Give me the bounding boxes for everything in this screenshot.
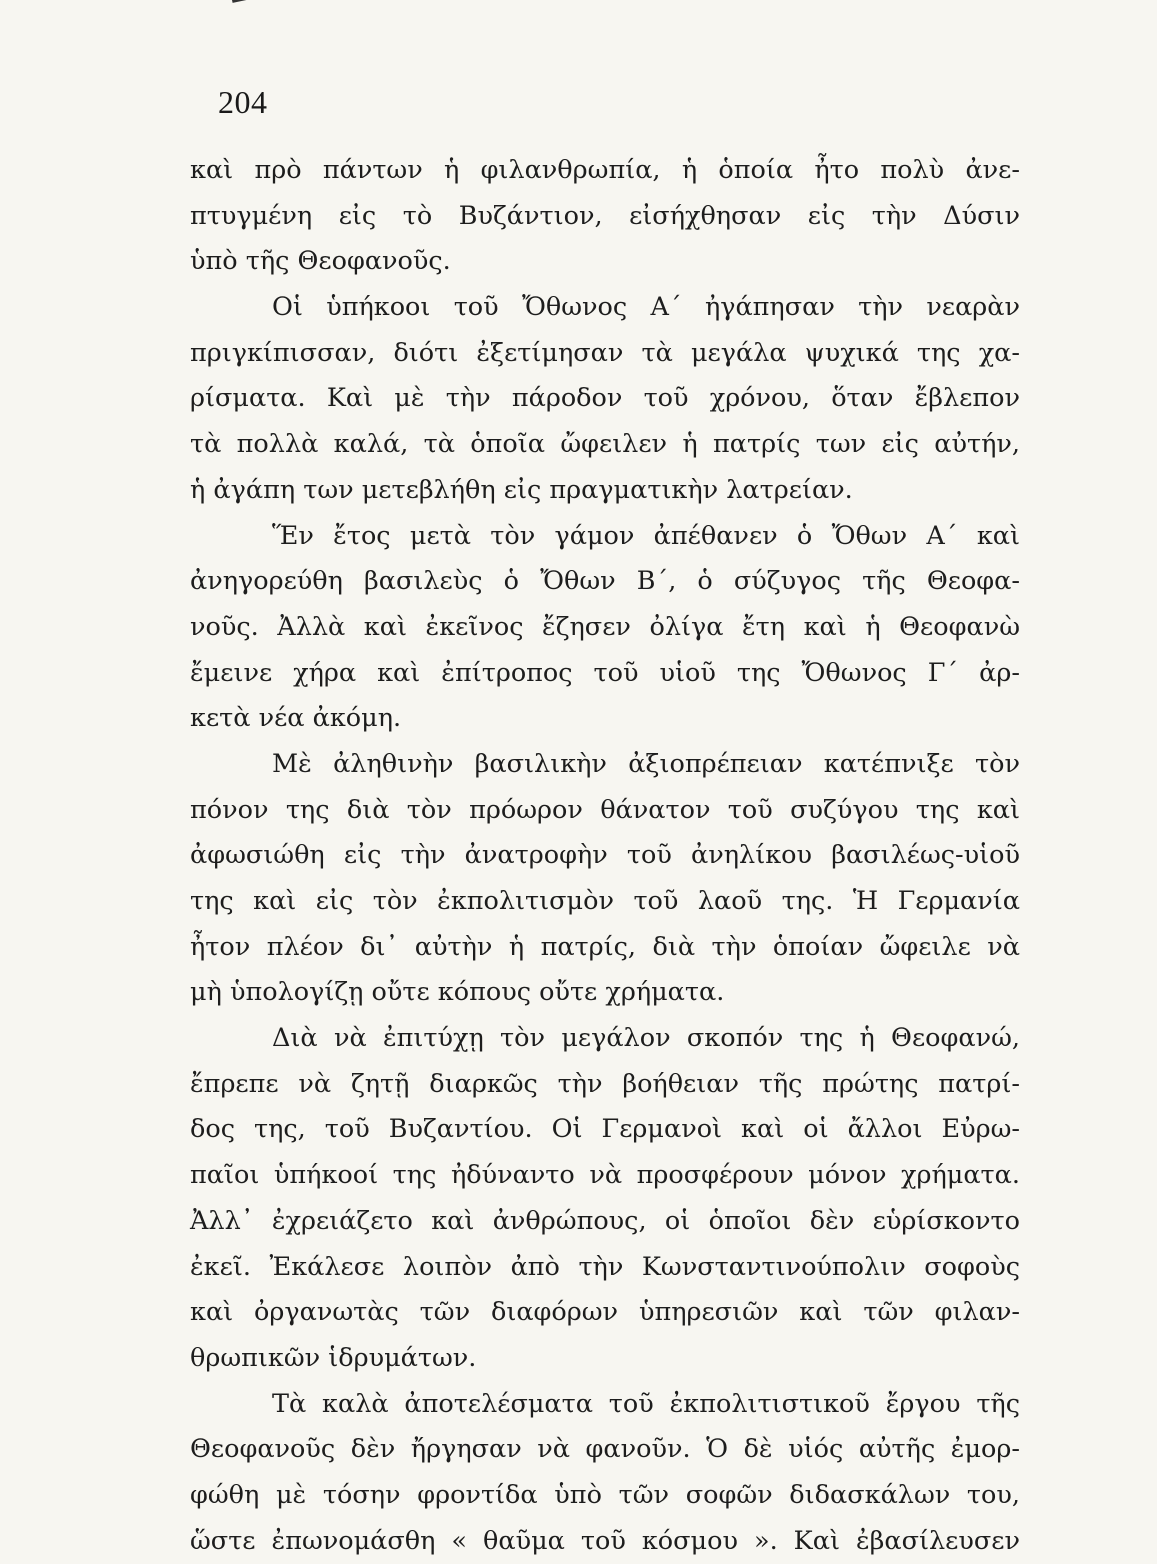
text-line: καὶ ὀργανωτὰς τῶν διαφόρων ὑπηρεσιῶν καὶ τῶν φιλαν- — [190, 1297, 1020, 1328]
text-line: δος της, τοῦ Βυζαντίου. Οἱ Γερμανοὶ καὶ οἱ ἄλλοι Εὐρω- — [190, 1114, 1020, 1145]
text-line: καὶ πρὸ πάντων ἡ φιλανθρωπία, ἡ ὁποία ἦτο πολὺ ἀνε- — [190, 155, 1020, 185]
text-line: ἔμεινε χήρα καὶ ἐπίτροπος τοῦ υἱοῦ της Ὄθωνος Γ΄ ἀρ- — [190, 657, 1020, 688]
text-line: πτυγμένη εἰς τὸ Βυζάντιον, εἰσήχθησαν εἰς τὴν Δύσιν — [190, 200, 1020, 231]
text-line: πριγκίπισσαν, διότι ἐξετίμησαν τὰ μεγάλα ψυχικά της χα- — [190, 337, 1020, 368]
text-line: φώθη μὲ τόσην φροντίδα ὑπὸ τῶν σοφῶν διδασκάλων του, — [190, 1479, 1020, 1510]
text-line: ρίσματα. Καὶ μὲ τὴν πάροδον τοῦ χρόνου, ὅταν ἔβλεπον — [190, 383, 1020, 414]
text-line: ἀφωσιώθη εἰς τὴν ἀνατροφὴν τοῦ ἀνηλίκου βασιλέως-υἱοῦ — [190, 840, 1020, 871]
text-line: Τὰ καλὰ ἀποτελέσματα τοῦ ἐκπολιτιστικοῦ ἔργου τῆς — [272, 1388, 1020, 1419]
text-line: ὑπὸ τῆς Θεοφανοῦς. — [190, 246, 451, 277]
text-line: της καὶ εἰς τὸν ἐκπολιτισμὸν τοῦ λαοῦ της. Ἡ Γερμανία — [190, 886, 1020, 916]
text-line: ἔπρεπε νὰ ζητῇ διαρκῶς τὴν βοήθειαν τῆς πρώτης πατρί- — [190, 1068, 1020, 1099]
text-line: Οἱ ὑπήκοοι τοῦ Ὄθωνος Α΄ ἠγάπησαν τὴν νεαρὰν — [272, 292, 1020, 323]
text-line: τὰ πολλὰ καλά, τὰ ὁποῖα ὤφειλεν ἡ πατρίς των εἰς αὐτήν, — [190, 429, 1020, 460]
text-line: θρωπικῶν ἱδρυμάτων. — [190, 1342, 477, 1373]
body-text — [190, 148, 1020, 1564]
text-line: ἦτον πλέον δι᾽ αὐτὴν ἡ πατρίς, διὰ τὴν ὁποίαν ὤφειλε νὰ — [190, 931, 1020, 962]
text-line: ἀνηγορεύθη βασιλεὺς ὁ Ὄθων Β΄, ὁ σύζυγος τῆς Θεοφα- — [190, 566, 1020, 597]
text-line: Ἕν ἔτος μετὰ τὸν γάμον ἀπέθανεν ὁ Ὄθων Α΄ καὶ — [272, 520, 1020, 551]
page-number: 204 — [218, 84, 268, 120]
text-line: πόνον της διὰ τὸν πρόωρον θάνατον τοῦ συζύγου της καὶ — [190, 794, 1020, 825]
pen-mark — [232, 0, 260, 13]
text-line: ἐκεῖ. Ἐκάλεσε λοιπὸν ἀπὸ τὴν Κωνσταντινούπολιν σοφοὺς — [190, 1251, 1020, 1282]
text-line: μὴ ὑπολογίζῃ οὔτε κόπους οὔτε χρήματα. — [190, 977, 725, 1008]
text-line: νοῦς. Ἀλλὰ καὶ ἐκεῖνος ἔζησεν ὀλίγα ἔτη καὶ ἡ Θεοφανὼ — [190, 611, 1020, 642]
text-line: ὥστε ἐπωνομάσθη « θαῦμα τοῦ κόσμου ». Καὶ ἐβασίλευσεν — [190, 1525, 1020, 1556]
text-line: Θεοφανοῦς δὲν ἤργησαν νὰ φανοῦν. Ὁ δὲ υἱός αὐτῆς ἐμορ- — [190, 1434, 1020, 1465]
text-line: Μὲ ἀληθινὴν βασιλικὴν ἀξιοπρέπειαν κατέπνιξε τὸν — [272, 748, 1020, 779]
text-line: παῖοι ὑπήκοοί της ἠδύναντο νὰ προσφέρουν μόνον χρήματα. — [190, 1160, 1020, 1191]
text-line: κετὰ νέα ἀκόμη. — [190, 703, 402, 734]
text-line: Διὰ νὰ ἐπιτύχῃ τὸν μεγάλον σκοπόν της ἡ Θεοφανώ, — [272, 1023, 1020, 1054]
text-line: Ἀλλ᾽ ἐχρειάζετο καὶ ἀνθρώπους, οἱ ὁποῖοι δὲν εὑρίσκοντο — [190, 1205, 1020, 1236]
text-line: ἡ ἀγάπη των μετεβλήθη εἰς πραγματικὴν λατρείαν. — [190, 474, 853, 505]
